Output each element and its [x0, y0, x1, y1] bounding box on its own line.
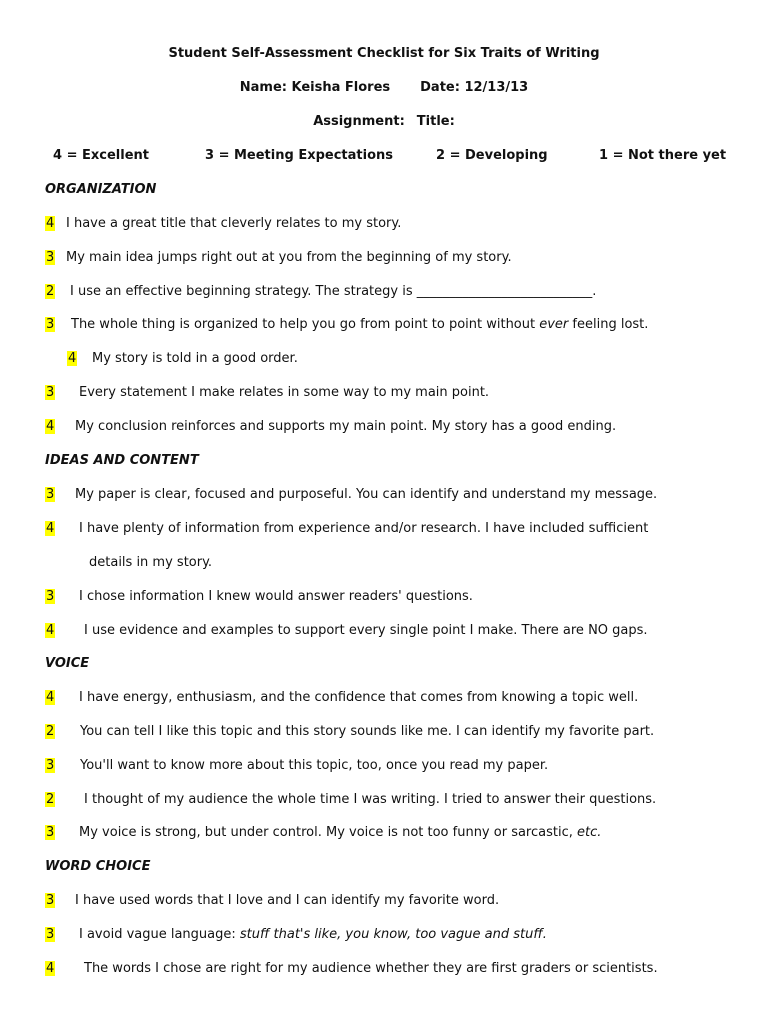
score-badge: 3	[46, 487, 55, 502]
section-heading-organization: ORGANIZATION	[45, 182, 157, 197]
item-text-emphasis: ever	[539, 317, 569, 332]
item-text: I have plenty of information from experience and/or research. I have included sufficient	[79, 521, 649, 536]
score-badge: 3	[46, 589, 55, 604]
score-badge: 4	[46, 521, 55, 536]
score-badge: 2	[46, 724, 55, 739]
score-badge: 4	[46, 419, 55, 434]
checklist-item	[45, 758, 745, 776]
score-badge: 4	[46, 690, 55, 705]
item-text: My main idea jumps right out at you from the beginning of my story.	[66, 250, 512, 265]
item-text: You'll want to know more about this topic, too, once you read my paper.	[80, 758, 549, 773]
score-badge: 2	[46, 792, 55, 807]
rating-scale	[0, 148, 768, 168]
checklist-item	[45, 927, 745, 945]
item-text-continuation: details in my story.	[89, 555, 213, 570]
checklist-item	[45, 792, 745, 810]
checklist-item	[45, 487, 745, 505]
scale-not-there-yet: 1 = Not there yet	[599, 148, 727, 163]
item-text	[79, 825, 601, 840]
item-text: My paper is clear, focused and purposeful. You can identify and understand my message.	[75, 487, 658, 502]
assignment-label: Assignment:	[313, 114, 405, 129]
checklist-item	[67, 351, 747, 369]
checklist-item	[45, 385, 745, 403]
document-title: Student Self-Assessment Checklist for Six Traits of Writing	[168, 46, 600, 61]
item-text-part: My voice is strong, but under control. My voice is not too funny or sarcastic,	[79, 825, 577, 840]
item-text-emphasis: stuff that's like, you know, too vague and stuff.	[239, 927, 547, 942]
item-text: You can tell I like this topic and this story sounds like me. I can identify my favorite part.	[80, 724, 655, 739]
item-text	[79, 927, 547, 942]
item-text: My story is told in a good order.	[92, 351, 298, 366]
item-text: My conclusion reinforces and supports my main point. My story has a good ending.	[75, 419, 617, 434]
scale-excellent: 4 = Excellent	[53, 148, 149, 163]
item-text: I chose information I knew would answer readers' questions.	[79, 589, 473, 604]
checklist-item	[45, 690, 745, 708]
score-badge: 3	[46, 385, 55, 400]
item-text: I have a great title that cleverly relates to my story.	[66, 216, 402, 231]
score-badge: 3	[46, 317, 55, 332]
item-text-part: feeling lost.	[568, 317, 649, 332]
item-text: The words I chose are right for my audience whether they are first graders or scientists.	[84, 961, 658, 976]
score-badge: 2	[46, 284, 55, 299]
item-text: I thought of my audience the whole time I was writing. I tried to answer their questions.	[84, 792, 657, 807]
assessment-date: Date: 12/13/13	[420, 80, 529, 95]
checklist-item	[45, 284, 745, 302]
item-text-part: I avoid vague language:	[79, 927, 240, 942]
checklist-item	[45, 216, 745, 234]
title-label: Title:	[416, 114, 455, 129]
score-badge: 3	[46, 758, 55, 773]
item-text-emphasis: etc.	[577, 825, 602, 840]
score-badge: 3	[46, 927, 55, 942]
score-badge: 3	[46, 893, 55, 908]
item-text-part: The whole thing is organized to help you go from point to point without	[71, 317, 540, 332]
name-date-line	[0, 80, 768, 95]
checklist-item	[45, 419, 745, 437]
checklist-item	[45, 893, 745, 911]
checklist-item	[45, 317, 745, 335]
section-heading-ideas-and-content: IDEAS AND CONTENT	[45, 453, 199, 468]
score-badge: 4	[68, 351, 77, 366]
section-heading-word-choice: WORD CHOICE	[45, 859, 151, 874]
item-text: I use evidence and examples to support every single point I make. There are NO gaps.	[84, 623, 648, 638]
item-text: I have energy, enthusiasm, and the confidence that comes from knowing a topic well.	[79, 690, 639, 705]
section-heading-voice: VOICE	[45, 656, 90, 671]
checklist-item	[45, 589, 745, 607]
score-badge: 3	[46, 825, 55, 840]
checklist-item	[45, 623, 745, 641]
checklist-item	[45, 961, 745, 979]
student-name: Name: Keisha Flores	[239, 80, 391, 95]
checklist-item	[45, 521, 745, 539]
score-badge: 4	[46, 623, 55, 638]
checklist-item	[45, 724, 750, 742]
checklist-item	[45, 825, 745, 843]
score-badge: 4	[46, 961, 55, 976]
scale-developing: 2 = Developing	[436, 148, 548, 163]
score-badge: 4	[46, 216, 55, 231]
score-badge: 3	[46, 250, 55, 265]
item-text: I use an effective beginning strategy. The strategy is ___________________________.	[70, 284, 597, 299]
item-text	[71, 317, 648, 332]
scale-meeting-expectations: 3 = Meeting Expectations	[205, 148, 393, 163]
checklist-item	[45, 250, 745, 268]
item-text: Every statement I make relates in some way to my main point.	[79, 385, 490, 400]
item-text: I have used words that I love and I can identify my favorite word.	[75, 893, 500, 908]
assignment-line	[0, 114, 768, 129]
